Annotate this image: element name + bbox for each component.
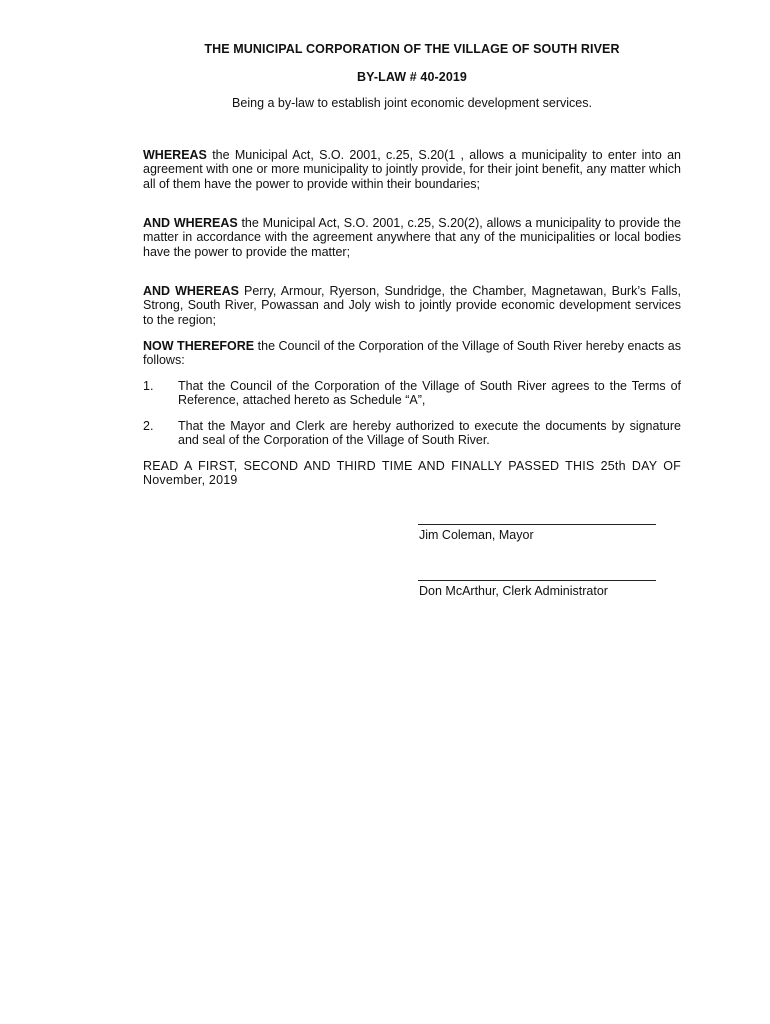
whereas-paragraph-2 [143,216,681,259]
item-number: 1. [143,379,154,393]
paragraph-lead: WHEREAS [143,148,207,162]
mayor-signature-name: Jim Coleman, Mayor [419,528,534,542]
paragraph-text: the Council of the Corporation of the Village of South River hereby enacts as follows: [143,339,681,368]
enactment-item-2 [143,419,681,449]
whereas-paragraph-3 [143,284,681,327]
mayor-signature-line [418,524,656,525]
bylaw-purpose: Being a by-law to establish joint economic development services. [232,96,592,110]
paragraph-lead: NOW THEREFORE [143,339,255,353]
item-text: That the Council of the Corporation of the Village of South River agrees to the Terms of Reference, attached hereto as Schedule “A”, [178,379,681,408]
document-title: THE MUNICIPAL CORPORATION OF THE VILLAGE OF SOUTH RIVER [204,42,620,56]
item-number: 2. [143,419,154,433]
passed-statement: READ A FIRST, SECOND AND THIRD TIME AND FINALLY PASSED THIS 25th DAY OF November, 2019 [143,459,681,488]
item-text: That the Mayor and Clerk are hereby authorized to execute the documents by signature and seal of the Corporation of the Village of South River. [178,419,681,448]
enactment-item-1 [143,379,681,409]
paragraph-text: Perry, Armour, Ryerson, Sundridge, the Chamber, Magnetawan, Burk’s Falls, Strong, South River, Powassan and Joly wish to jointly provide economic development services to the region; [143,284,681,327]
clerk-signature-name: Don McArthur, Clerk Administrator [419,584,608,598]
bylaw-number: BY-LAW # 40-2019 [357,70,467,84]
now-therefore-paragraph [143,339,681,368]
clerk-signature-line [418,580,656,581]
paragraph-text: the Municipal Act, S.O. 2001, c.25, S.20(1 , allows a municipality to enter into an agreement with one or more municipality to jointly provide, for their joint benefit, any matter which all of them have the power to provide within their boundaries; [143,148,681,191]
paragraph-lead: AND WHEREAS [143,216,238,230]
paragraph-text: the Municipal Act, S.O. 2001, c.25, S.20(2), allows a municipality to provide the matter in accordance with the agreement anywhere that any of the municipalities or local bodies have the power to provide the matter; [143,216,681,259]
whereas-paragraph-1 [143,148,681,191]
paragraph-lead: AND WHEREAS [143,284,239,298]
